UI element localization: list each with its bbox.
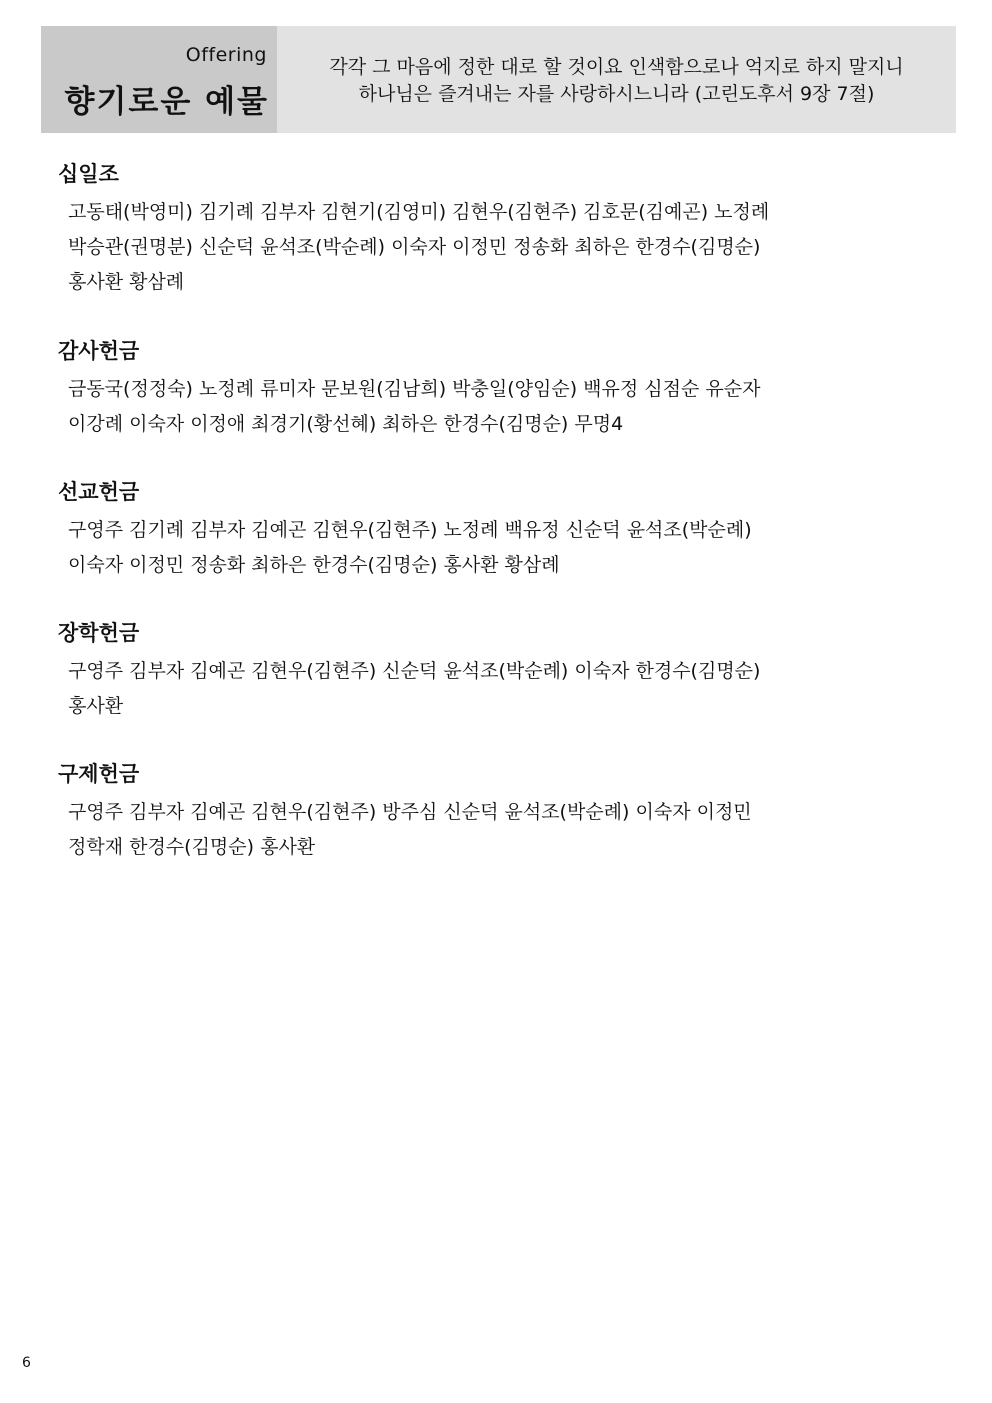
section-title: 구제헌금 bbox=[58, 762, 140, 786]
donor-list bbox=[68, 195, 938, 300]
donor-line: 홍사환 황삼례 bbox=[68, 271, 185, 293]
section-title: 감사헌금 bbox=[58, 339, 140, 363]
donor-list bbox=[68, 795, 938, 865]
section-title: 장학헌금 bbox=[58, 621, 140, 645]
offering-title-en: Offering bbox=[185, 44, 267, 66]
section-tithe bbox=[58, 160, 938, 300]
offering-header bbox=[41, 26, 956, 133]
section-relief bbox=[58, 760, 938, 865]
verse-line: 각각 그 마음에 정한 대로 할 것이요 인색함으로나 억지로 하지 말지니 bbox=[329, 56, 904, 78]
section-title: 십일조 bbox=[58, 162, 119, 186]
donor-line: 구영주 김부자 김예곤 김현우(김현주) 방주심 신순덕 윤석조(박순례) 이숙자 이정민 bbox=[68, 801, 752, 823]
donor-line: 구영주 김기례 김부자 김예곤 김현우(김현주) 노정례 백유정 신순덕 윤석조(박순례) bbox=[68, 519, 752, 541]
section-scholarship bbox=[58, 619, 938, 724]
page-number: 6 bbox=[22, 1355, 31, 1371]
donor-line: 고동태(박영미) 김기례 김부자 김현기(김영미) 김현우(김현주) 김호문(김예곤) 노정례 bbox=[68, 201, 770, 223]
donor-line: 정학재 한경수(김명순) 홍사환 bbox=[68, 836, 316, 858]
section-thanksgiving bbox=[58, 337, 938, 442]
donor-line: 홍사환 bbox=[68, 695, 124, 717]
donor-line: 금동국(정정숙) 노정례 류미자 문보원(김남희) 박충일(양임순) 백유정 심점순 유순자 bbox=[68, 378, 761, 400]
section-title: 선교헌금 bbox=[58, 480, 140, 504]
donor-line: 이숙자 이정민 정송화 최하은 한경수(김명순) 홍사환 황삼례 bbox=[68, 554, 560, 576]
donor-line: 박승관(권명분) 신순덕 윤석조(박순례) 이숙자 이정민 정송화 최하은 한경수(김명순) bbox=[68, 236, 761, 258]
donor-list bbox=[68, 372, 938, 442]
donor-line: 구영주 김부자 김예곤 김현우(김현주) 신순덕 윤석조(박순례) 이숙자 한경수(김명순) bbox=[68, 660, 761, 682]
section-missions bbox=[58, 478, 938, 583]
verse-line: 하나님은 즐겨내는 자를 사랑하시느니라 (고린도후서 9장 7절) bbox=[358, 83, 875, 105]
scripture-verse bbox=[277, 54, 956, 108]
donor-line: 이강례 이숙자 이정애 최경기(황선혜) 최하은 한경수(김명순) 무명4 bbox=[68, 413, 624, 435]
header-title-block bbox=[41, 26, 277, 133]
donor-list bbox=[68, 654, 938, 724]
offering-title-ko: 향기로운 예물 bbox=[64, 84, 269, 120]
donor-list bbox=[68, 513, 938, 583]
